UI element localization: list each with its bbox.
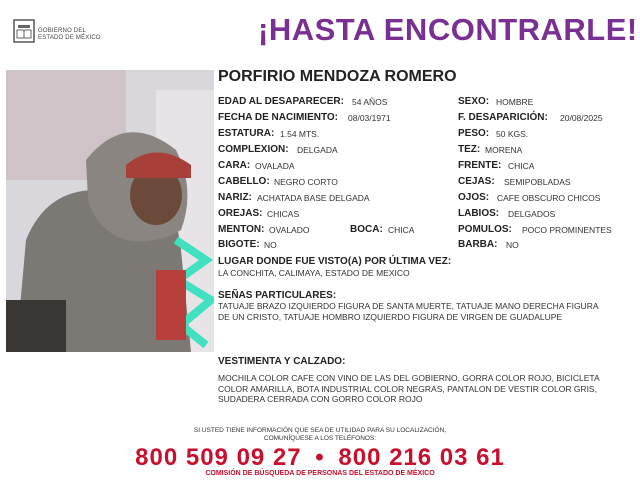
senas-value: TATUAJE BRAZO IZQUIERDO FIGURA DE SANTA MUERTE, TATUAJE MANO DERECHA FIGURA DE UN CRISTO, TATUAJE HOMBRO IZQUIERDO FIGURA DE VIRGEN DE GUADALUPE xyxy=(218,301,599,322)
cabello-label: CABELLO: xyxy=(218,176,270,187)
cejas-label: CEJAS: xyxy=(458,176,495,187)
boca-label: BOCA: xyxy=(350,224,383,235)
contact-note-line-2: COMUNÍQUESE A LOS TELÉFONOS: xyxy=(263,435,377,442)
ojos-label: OJOS: xyxy=(458,192,490,203)
fecha-nacimiento-value: 08/03/1971 xyxy=(348,113,391,123)
complexion-value: DELGADA xyxy=(297,145,338,155)
person-photo xyxy=(6,70,214,352)
labios-value: DELGADOS xyxy=(508,209,556,219)
nariz-label: NARIZ: xyxy=(218,192,252,203)
phone-numbers xyxy=(0,444,640,472)
phone-separator: • xyxy=(315,444,325,471)
ojos-value: CAFE OBSCURO CHICOS xyxy=(497,193,601,203)
cabello-value: NEGRO CORTO xyxy=(274,177,338,187)
phone-1[interactable]: 800 509 09 27 xyxy=(135,444,302,471)
orejas-label: OREJAS: xyxy=(218,208,263,219)
menton-label: MENTON: xyxy=(218,224,265,235)
state-seal-icon xyxy=(12,18,36,44)
tez-label: TEZ: xyxy=(458,144,481,155)
commission-name: COMISIÓN DE BÚSQUEDA DE PERSONAS DEL ESTADO DE MÉXICO xyxy=(205,470,435,477)
cara-value: OVALADA xyxy=(255,161,295,171)
fecha-desaparicion-label: F. DESAPARICIÓN: xyxy=(458,112,548,123)
phone-2[interactable]: 800 216 03 61 xyxy=(338,444,505,471)
government-logo-text xyxy=(38,28,101,42)
peso-label: PESO: xyxy=(458,128,490,139)
frente-label: FRENTE: xyxy=(458,160,502,171)
pomulos-label: POMULOS: xyxy=(458,224,512,235)
sexo-label: SEXO: xyxy=(458,96,490,107)
fecha-desaparicion-value: 20/08/2025 xyxy=(560,113,603,123)
fecha-nacimiento-label: FECHA DE NACIMIENTO: xyxy=(218,112,338,123)
peso-value: 50 KGS. xyxy=(496,129,529,139)
org-line-1: GOBIERNO DEL xyxy=(38,28,87,34)
vestimenta-value: MOCHILA COLOR CAFE CON VINO DE LAS DEL GOBIERNO, GORRA COLOR ROJO, BICICLETA COLOR AMARILLA, BOTA INDUSTRIAL COLOR NEGRAS, PANTALON DE VESTIR COLOR GRIS, SUDADERA CERRADA CON GORRO COLOR ROJO xyxy=(218,373,600,404)
senas-label: SEÑAS PARTICULARES: xyxy=(218,290,337,301)
edad-label: EDAD AL DESAPARECER: xyxy=(218,96,344,107)
frente-value: CHICA xyxy=(508,161,535,171)
headline: ¡HASTA ENCONTRARLE! xyxy=(258,12,638,47)
cara-label: CARA: xyxy=(218,160,251,171)
orejas-value: CHICAS xyxy=(267,209,300,219)
cejas-value: SEMIPOBLADAS xyxy=(504,177,571,187)
pomulos-value: POCO PROMINENTES xyxy=(522,225,612,235)
bigote-value: NO xyxy=(264,240,277,250)
barba-value: NO xyxy=(506,240,519,250)
tez-value: MORENA xyxy=(485,145,523,155)
menton-value: OVALADO xyxy=(269,225,310,235)
nariz-value: ACHATADA BASE DELGADA xyxy=(257,193,370,203)
boca-value: CHICA xyxy=(388,225,415,235)
estatura-value: 1.54 MTS. xyxy=(280,129,320,139)
contact-note-line-1: SI USTED TIENE INFORMACIÓN QUE SEA DE UTILIDAD PARA SU LOCALIZACIÓN, xyxy=(193,427,447,434)
lugar-label: LUGAR DONDE FUE VISTO(A) POR ÚLTIMA VEZ: xyxy=(218,256,452,267)
sexo-value: HOMBRE xyxy=(496,97,534,107)
person-name: PORFIRIO MENDOZA ROMERO xyxy=(218,68,457,85)
org-line-2: ESTADO DE MÉXICO xyxy=(38,35,101,41)
lugar-value: LA CONCHITA, CALIMAYA, ESTADO DE MEXICO xyxy=(218,268,410,278)
edad-value: 54 AÑOS xyxy=(352,97,388,107)
bigote-label: BIGOTE: xyxy=(218,239,260,250)
labios-label: LABIOS: xyxy=(458,208,500,219)
contact-note xyxy=(0,427,640,443)
vestimenta-label: VESTIMENTA Y CALZADO: xyxy=(218,356,346,367)
barba-label: BARBA: xyxy=(458,239,498,250)
complexion-label: COMPLEXION: xyxy=(218,144,289,155)
estatura-label: ESTATURA: xyxy=(218,128,275,139)
